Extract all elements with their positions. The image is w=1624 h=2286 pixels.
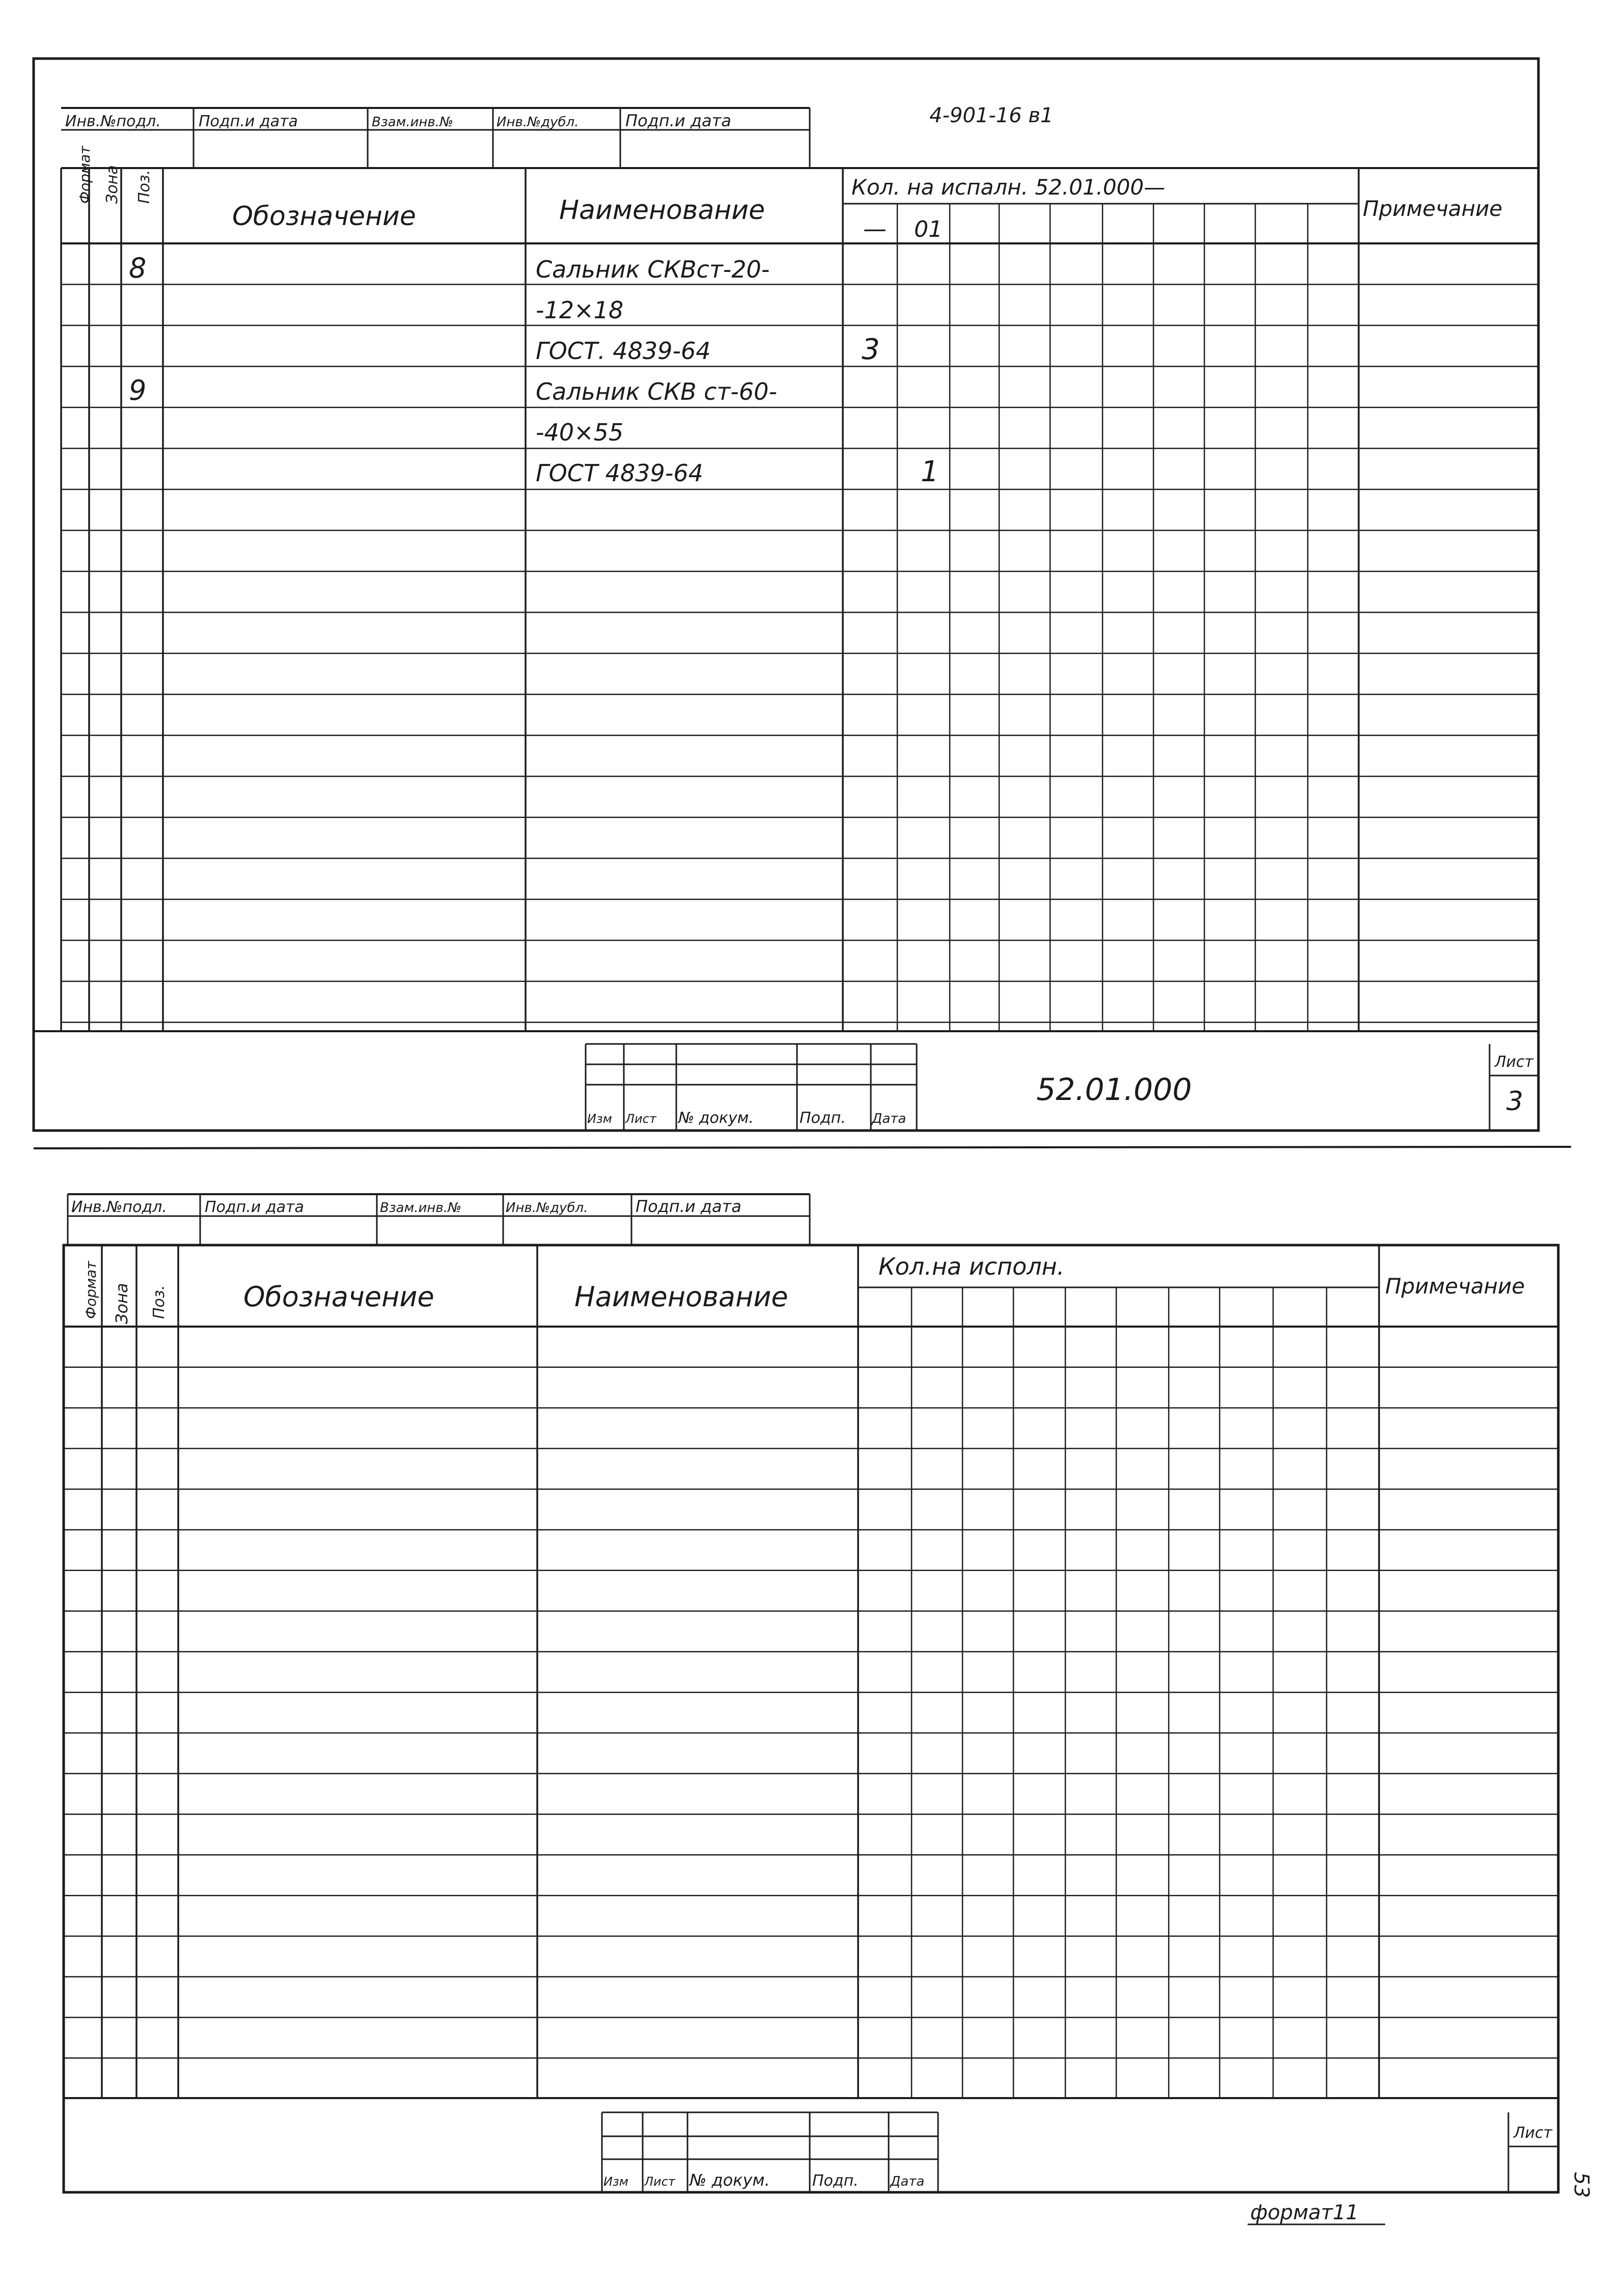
top-spec-table — [61, 168, 1538, 1031]
tb-label-izm: Изм — [587, 1112, 612, 1126]
header-designation: Обозначение — [232, 201, 416, 232]
tb-label-list: Лист — [644, 2174, 675, 2189]
header-qty-title: Кол.на исполн. — [878, 1253, 1065, 1280]
tb-label-data: Дата — [890, 2174, 925, 2189]
bottom-stamp-strip — [68, 1194, 810, 1245]
format-label: формат11 — [1250, 2201, 1359, 2224]
doc-number: 52.01.000 — [1036, 1072, 1192, 1108]
header-format: Формат — [82, 1261, 99, 1319]
row-name: ГОСТ 4839-64 — [536, 459, 703, 487]
header-name: Наименование — [574, 1281, 788, 1313]
bottom-spec-table — [64, 1245, 1558, 2098]
top-stamp-strip — [61, 108, 810, 168]
header-pos: Поз. — [135, 170, 153, 204]
stamp-podp-data: Подп.и дата — [205, 1198, 304, 1216]
row-name: Сальник СКВст-20- — [536, 256, 770, 283]
row-name: ГОСТ. 4839-64 — [536, 337, 711, 365]
row-pos: 9 — [129, 374, 147, 406]
stamp-vzam-inv: Взам.инв.№ — [372, 115, 453, 130]
stamp-inv-dubl: Инв.№дубл. — [497, 115, 579, 130]
stamp-podp-data-2: Подп.и дата — [636, 1197, 741, 1216]
tb-label-podp: Подп. — [800, 1109, 846, 1127]
sheet-label: Лист — [1513, 2124, 1553, 2142]
row-qty: 1 — [921, 455, 939, 488]
stamp-inv-dubl: Инв.№дубл. — [506, 1200, 588, 1216]
header-qty-title: Кол. на испалн. 52.01.000— — [851, 175, 1165, 200]
doc-code: 4-901-16 в1 — [929, 104, 1054, 127]
tb-label-podp: Подп. — [812, 2172, 859, 2190]
top-form — [34, 59, 1538, 1131]
tb-label-data: Дата — [872, 1111, 906, 1126]
top-data-rows — [129, 252, 939, 488]
stamp-podp-data-2: Подп.и дата — [625, 111, 731, 130]
tb-label-izm: Изм — [603, 2174, 628, 2189]
header-pos: Поз. — [150, 1285, 168, 1319]
header-note: Примечание — [1363, 196, 1503, 221]
corner-page-number: 53 — [1570, 2172, 1593, 2198]
top-title-block — [34, 1031, 1538, 1131]
bottom-form — [64, 1194, 1558, 2192]
stamp-inv-podl: Инв.№подл. — [71, 1198, 167, 1216]
header-note: Примечание — [1385, 1274, 1525, 1299]
page-separator — [34, 1147, 1571, 1148]
sheet-number: 3 — [1506, 1086, 1524, 1117]
sheet-label: Лист — [1495, 1053, 1534, 1071]
row-name: -40×55 — [536, 419, 624, 446]
header-zone: Зона — [112, 1283, 131, 1324]
tb-label-list: Лист — [625, 1112, 656, 1126]
tb-label-dokum: № докум. — [678, 1109, 754, 1127]
bottom-frame — [64, 1245, 1558, 2192]
row-name: -12×18 — [536, 296, 624, 324]
bottom-title-block — [64, 2098, 1558, 2192]
header-designation: Обозначение — [243, 1281, 434, 1313]
row-pos: 8 — [129, 252, 147, 284]
tb-label-dokum: № докум. — [690, 2170, 770, 2190]
stamp-podp-data: Подп.и дата — [199, 113, 298, 130]
stamp-vzam-inv: Взам.инв.№ — [380, 1200, 461, 1216]
row-name: Сальник СКВ ст-60- — [536, 378, 777, 405]
header-name: Наименование — [559, 195, 765, 226]
header-qty-sub2: 01 — [914, 216, 943, 242]
stamp-inv-podl: Инв.№подл. — [65, 113, 161, 130]
header-format: Формат — [76, 146, 93, 204]
row-qty: 3 — [862, 333, 880, 366]
header-zone: Зона — [103, 165, 121, 204]
header-qty-sub1: — — [863, 215, 887, 242]
